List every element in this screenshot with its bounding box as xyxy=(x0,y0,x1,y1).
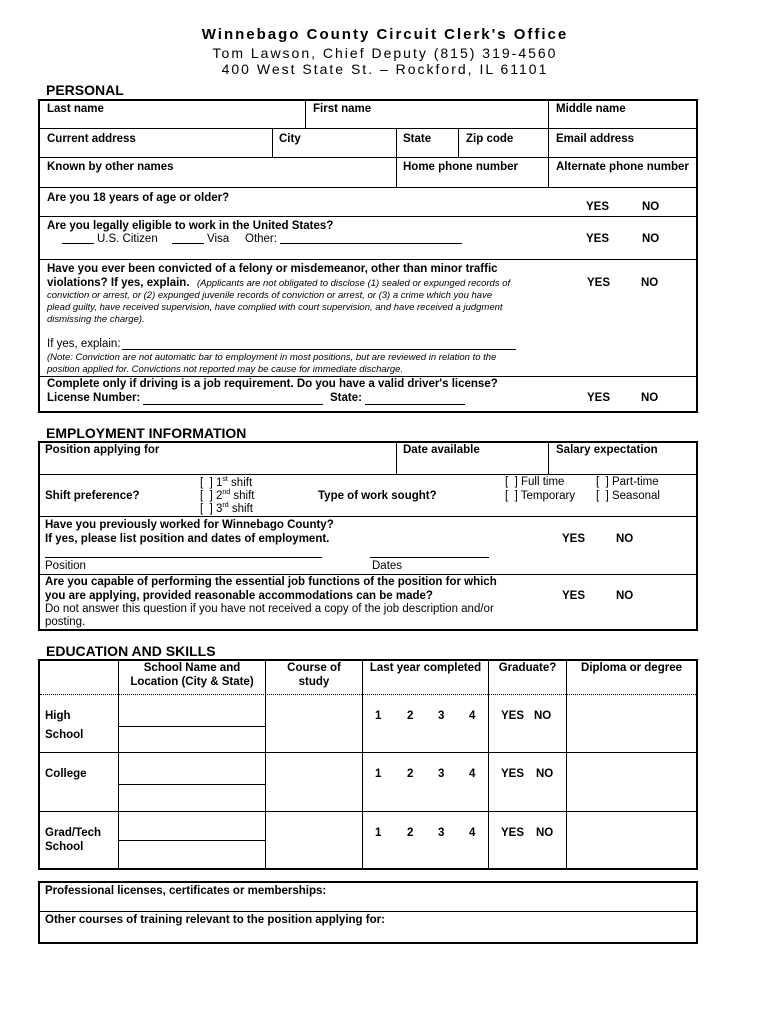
prev-dates-field[interactable] xyxy=(370,557,489,558)
section-employment-title: EMPLOYMENT INFORMATION xyxy=(46,425,247,441)
age-no[interactable]: NO xyxy=(642,201,660,213)
first-name-field[interactable] xyxy=(308,116,544,126)
row-label: School xyxy=(45,729,84,741)
license-state-field[interactable] xyxy=(365,404,465,405)
capable-question-1: Are you capable of performing the essential job functions of the position for which xyxy=(45,576,497,588)
col-graduate-label: Graduate? xyxy=(498,662,557,674)
first-name-label: First name xyxy=(313,103,372,115)
section-personal-title: PERSONAL xyxy=(46,82,124,98)
col-diploma-label: Diploma or degree xyxy=(581,662,682,674)
dates-caption: Dates xyxy=(372,560,403,572)
seasonal-option[interactable]: [ ] Seasonal xyxy=(596,490,660,502)
graduate-no[interactable]: NO xyxy=(534,710,552,722)
office-address: 400 West State St. – Rockford, IL 61101 xyxy=(221,61,549,77)
year-option[interactable]: 4 xyxy=(469,710,476,722)
shift-3-option[interactable]: [ ] 3rd shift xyxy=(200,502,253,515)
prev-worked-yes[interactable]: YES xyxy=(562,533,586,545)
section-education-title: EDUCATION AND SKILLS xyxy=(46,643,216,659)
license-question: Complete only if driving is a job requirement. Do you have a valid driver's license? xyxy=(47,378,498,390)
other-blank[interactable] xyxy=(280,243,462,244)
position-label: Position applying for xyxy=(45,444,160,456)
last-name-field[interactable] xyxy=(42,116,302,126)
year-option[interactable]: 4 xyxy=(469,827,476,839)
last-name-label: Last name xyxy=(47,103,104,115)
city-label: City xyxy=(279,133,301,145)
date-available-label: Date available xyxy=(403,444,480,456)
prev-position-field[interactable] xyxy=(45,557,322,558)
eligible-yes[interactable]: YES xyxy=(586,233,610,245)
col-course-label-1: Course of xyxy=(287,662,341,674)
shift-1-option[interactable]: [ ] 1st shift xyxy=(200,476,253,489)
current-address-label: Current address xyxy=(47,133,136,145)
known-by-label: Known by other names xyxy=(47,161,174,173)
col-course-label-2: study xyxy=(298,676,330,688)
row-label: School xyxy=(45,841,84,853)
other-courses-label: Other courses of training relevant to the position applying for: xyxy=(45,914,385,926)
prev-worked-question-2: If yes, please list position and dates of employment. xyxy=(45,533,330,545)
year-option[interactable]: 3 xyxy=(438,827,445,839)
graduate-no[interactable]: NO xyxy=(536,827,554,839)
office-name: Winnebago County Circuit Clerk's Office xyxy=(201,26,569,43)
year-option[interactable]: 3 xyxy=(438,768,445,780)
felony-note-3: plead guilty, have received supervision, have complied with court supervision, and have received a judgment xyxy=(47,302,503,313)
alt-phone-label: Alternate phone number xyxy=(556,161,689,173)
salary-label: Salary expectation xyxy=(556,444,658,456)
capable-no[interactable]: NO xyxy=(616,590,634,602)
if-yes-explain-label: If yes, explain: xyxy=(47,338,121,350)
eligible-no[interactable]: NO xyxy=(642,233,660,245)
felony-no[interactable]: NO xyxy=(641,277,659,289)
prev-worked-no[interactable]: NO xyxy=(616,533,634,545)
prev-worked-question-1: Have you previously worked for Winnebago County? xyxy=(45,519,334,531)
felony-question-1: Have you ever been convicted of a felony or misdemeanor, other than minor traffic xyxy=(47,263,498,275)
year-option[interactable]: 1 xyxy=(375,768,382,780)
position-caption: Position xyxy=(45,560,86,572)
row-label: College xyxy=(45,768,87,780)
row-label: Grad/Tech xyxy=(45,827,102,839)
visa-label: Visa xyxy=(207,233,230,245)
email-label: Email address xyxy=(556,133,634,145)
license-no[interactable]: NO xyxy=(641,392,659,404)
graduate-yes[interactable]: YES xyxy=(501,768,525,780)
year-option[interactable]: 2 xyxy=(407,768,414,780)
temporary-option[interactable]: [ ] Temporary xyxy=(505,490,576,502)
graduate-yes[interactable]: YES xyxy=(501,710,525,722)
age-question: Are you 18 years of age or older? xyxy=(47,192,230,204)
shift-preference-label: Shift preference? xyxy=(45,490,140,502)
year-option[interactable]: 3 xyxy=(438,710,445,722)
home-phone-label: Home phone number xyxy=(403,161,519,173)
col-year-label: Last year completed xyxy=(369,662,482,674)
us-citizen-blank[interactable] xyxy=(62,243,94,244)
license-yes[interactable]: YES xyxy=(587,392,611,404)
conviction-note-1: (Note: Conviction are not automatic bar to employment in most positions, but are reviewed in relation to the xyxy=(47,352,497,363)
capable-note-2: posting. xyxy=(45,616,86,628)
age-yes[interactable]: YES xyxy=(586,201,610,213)
year-option[interactable]: 1 xyxy=(375,827,382,839)
visa-blank[interactable] xyxy=(172,243,204,244)
year-option[interactable]: 1 xyxy=(375,710,382,722)
felony-question-2: violations? If yes, explain. xyxy=(47,277,190,289)
felony-note-2: conviction or arrest, or (2) expunged juvenile records of conviction or arrest, or (3) a crime which you have xyxy=(47,290,493,301)
felony-yes[interactable]: YES xyxy=(587,277,611,289)
graduate-yes[interactable]: YES xyxy=(501,827,525,839)
middle-name-label: Middle name xyxy=(556,103,626,115)
year-option[interactable]: 4 xyxy=(469,768,476,780)
zip-label: Zip code xyxy=(466,133,514,145)
eligible-question: Are you legally eligible to work in the United States? xyxy=(47,220,334,232)
capable-yes[interactable]: YES xyxy=(562,590,586,602)
office-contact: Tom Lawson, Chief Deputy (815) 319-4560 xyxy=(212,45,558,61)
col-school-label-2: Location (City & State) xyxy=(130,676,254,688)
year-option[interactable]: 2 xyxy=(407,710,414,722)
capable-note-1: Do not answer this question if you have not received a copy of the job description and/or xyxy=(45,603,494,615)
part-time-option[interactable]: [ ] Part-time xyxy=(596,476,659,488)
type-work-label: Type of work sought? xyxy=(318,490,437,502)
conviction-note-2: position applied for. Convictions not reported may be cause for immediate discharge. xyxy=(47,364,404,375)
felony-note-4: dismissing the charge). xyxy=(47,314,145,325)
felony-note-1: (Applicants are not obligated to disclose (1) sealed or expunged records of xyxy=(197,278,511,289)
year-option[interactable]: 2 xyxy=(407,827,414,839)
middle-name-field[interactable] xyxy=(551,116,693,126)
license-number-field[interactable] xyxy=(143,404,323,405)
education-box xyxy=(38,659,698,870)
col-school-label-1: School Name and xyxy=(143,662,241,674)
professional-licenses-label: Professional licenses, certificates or memberships: xyxy=(45,885,327,897)
license-number-label: License Number: xyxy=(47,392,141,404)
full-time-option[interactable]: [ ] Full time xyxy=(505,476,565,488)
license-state-label: State: xyxy=(330,392,362,404)
other-label: Other: xyxy=(245,233,277,245)
us-citizen-label: U.S. Citizen xyxy=(97,233,158,245)
explain-field[interactable] xyxy=(122,349,516,350)
graduate-no[interactable]: NO xyxy=(536,768,554,780)
shift-2-option[interactable]: [ ] 2nd shift xyxy=(200,489,255,502)
capable-question-2: you are applying, provided reasonable accommodations can be made? xyxy=(45,590,433,602)
row-label: High xyxy=(45,710,71,722)
state-label: State xyxy=(403,133,432,145)
